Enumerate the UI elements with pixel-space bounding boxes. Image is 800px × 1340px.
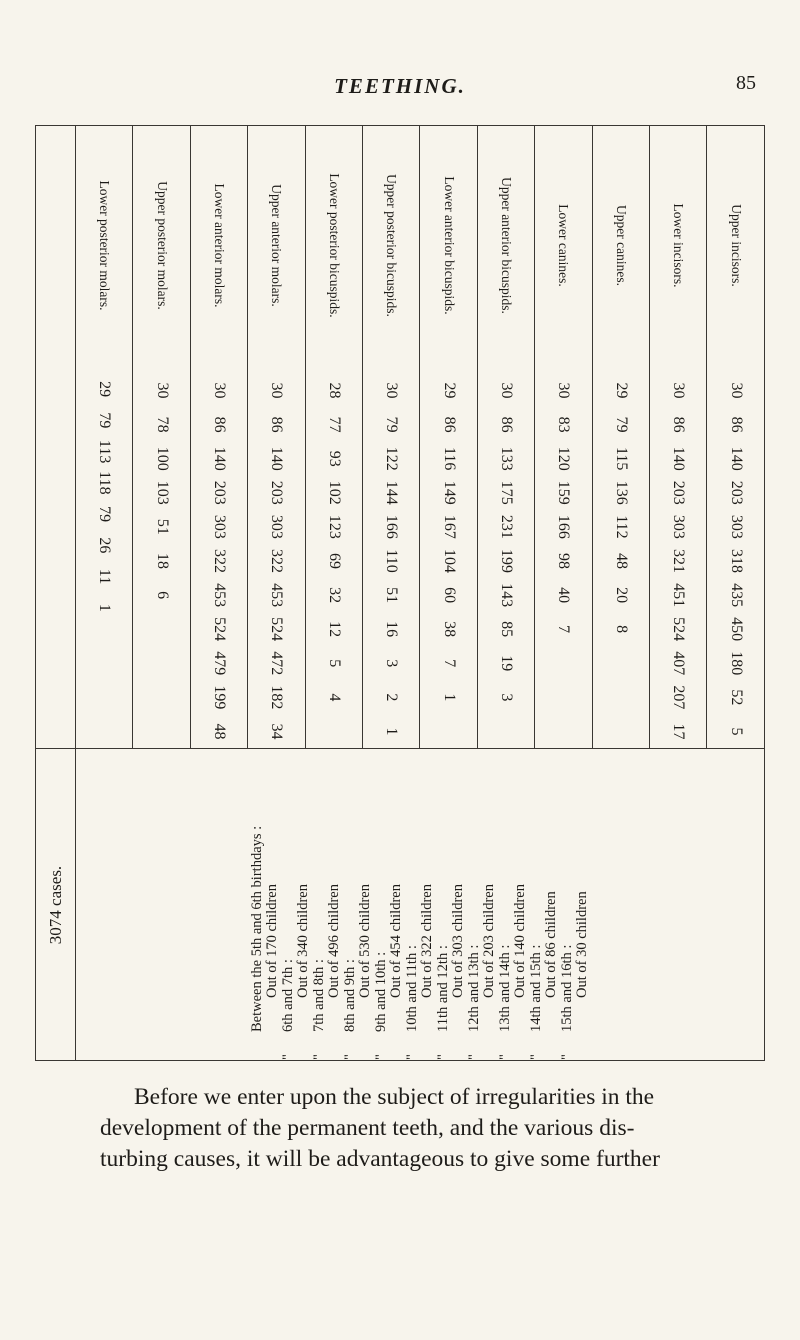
page-number: 85 [736, 72, 756, 94]
count-value: 30 [211, 382, 229, 399]
column-values [191, 374, 247, 749]
count-value: 86 [440, 416, 458, 433]
period-range: Between the 5th and 6th birthdays : [248, 825, 265, 1032]
count-value: 103 [153, 480, 171, 505]
count-value: 231 [498, 514, 516, 539]
count-value: 524 [670, 617, 688, 642]
count-value: 524 [211, 617, 229, 642]
count-value: 86 [670, 416, 688, 433]
count-value: 453 [211, 583, 229, 608]
count-value [478, 714, 534, 748]
period-lines [436, 750, 466, 1032]
column-upper-posterior-molars [133, 126, 190, 749]
count-value: 4 [325, 693, 343, 702]
count-value: 85 [498, 621, 516, 638]
count-value: 451 [670, 583, 688, 608]
count-value: 115 [612, 447, 630, 471]
count-value: 78 [153, 416, 171, 433]
column-lower-posterior-molars [76, 126, 133, 749]
column-header: Lower anterior bicuspids. [442, 176, 458, 315]
eruption-counts-row [36, 126, 765, 749]
period-range: 11th and 12th : [434, 944, 451, 1032]
column-values [650, 374, 706, 749]
count-value: 144 [383, 480, 401, 505]
count-value: 16 [383, 621, 401, 638]
count-value: 318 [727, 548, 745, 573]
ditto-mark: " [310, 1053, 327, 1060]
count-value: 112 [612, 515, 630, 539]
count-value: 30 [670, 382, 688, 399]
count-value: 32 [325, 587, 343, 604]
count-value [535, 646, 591, 680]
children-count: Out of 322 children [418, 883, 435, 998]
period-lines [405, 750, 435, 1032]
count-value: 26 [96, 537, 114, 554]
ditto-mark: " [372, 1053, 389, 1060]
period-range: 12th and 13th : [465, 944, 482, 1032]
rotated-column-content [76, 126, 132, 749]
age-periods-row [36, 749, 765, 1061]
count-value: 203 [268, 480, 286, 505]
rotated-column-content [593, 126, 649, 749]
rotated-column-content [650, 126, 706, 749]
count-value: 116 [440, 447, 458, 471]
count-value: 8 [612, 625, 630, 634]
paragraph-line: Before we enter upon the subject of irregularities in the [134, 1084, 655, 1110]
count-value: 110 [383, 549, 401, 573]
count-value: 182 [268, 685, 286, 710]
period-range: 14th and 15th : [527, 944, 544, 1032]
count-value: 1 [383, 727, 401, 736]
count-value: 102 [325, 480, 343, 505]
age-period [343, 750, 374, 1060]
count-value: 86 [268, 416, 286, 433]
column-upper-anterior-bicuspids [477, 126, 534, 749]
column-upper-posterior-bicuspids [363, 126, 420, 749]
count-value: 303 [727, 514, 745, 539]
count-value: 29 [440, 382, 458, 399]
count-value [134, 612, 190, 646]
column-header: Lower anterior molars. [212, 183, 228, 308]
count-value: 93 [325, 450, 343, 467]
age-period [467, 750, 498, 1060]
column-values [535, 374, 591, 749]
count-value [134, 646, 190, 680]
column-header: Upper posterior bicuspids. [384, 174, 400, 317]
column-header: Lower incisors. [671, 203, 687, 288]
column-values [134, 374, 190, 749]
count-value [76, 655, 132, 686]
count-value: 28 [325, 382, 343, 399]
count-value: 407 [670, 651, 688, 676]
children-count: Out of 170 children [263, 883, 280, 998]
children-count: Out of 303 children [449, 883, 466, 998]
column-upper-canines [592, 126, 649, 749]
count-value: 453 [268, 583, 286, 608]
count-value: 167 [440, 514, 458, 539]
ditto-mark: " [434, 1053, 451, 1060]
count-value: 52 [727, 689, 745, 706]
count-value [593, 714, 649, 748]
count-value: 18 [153, 552, 171, 569]
column-header: Upper anterior molars. [269, 184, 285, 307]
rotated-column-content [708, 126, 764, 749]
count-value [76, 717, 132, 748]
column-lower-anterior-bicuspids [420, 126, 477, 749]
period-lines [560, 750, 590, 1032]
count-value: 5 [325, 659, 343, 668]
age-period [498, 750, 529, 1060]
column-values [708, 374, 764, 749]
period-range: 6th and 7th : [279, 958, 296, 1032]
paragraph-line: development of the permanent teeth, and the various dis- [100, 1115, 635, 1141]
body-paragraph [100, 1082, 760, 1175]
count-value: 120 [555, 446, 573, 471]
count-value: 51 [153, 518, 171, 535]
count-value: 17 [670, 723, 688, 740]
count-value: 1 [440, 693, 458, 702]
count-value: 140 [727, 446, 745, 471]
column-header: Lower canines. [556, 204, 572, 287]
count-value: 7 [555, 625, 573, 634]
rotated-column-content [306, 126, 362, 749]
count-value: 140 [211, 446, 229, 471]
running-title: TEETHING. [334, 74, 466, 98]
column-header: Upper incisors. [729, 204, 745, 287]
count-value: 79 [96, 412, 114, 429]
count-value: 140 [268, 446, 286, 471]
count-value: 450 [727, 617, 745, 642]
count-value: 86 [211, 416, 229, 433]
column-header: Upper posterior molars. [155, 181, 171, 310]
period-range: 7th and 8th : [310, 958, 327, 1032]
count-value: 30 [727, 382, 745, 399]
ditto-mark: " [527, 1053, 544, 1060]
periods-cell [76, 749, 765, 1061]
column-values [478, 374, 534, 749]
count-value: 3 [498, 693, 516, 702]
count-value: 98 [555, 552, 573, 569]
count-value: 133 [498, 446, 516, 471]
count-value: 322 [268, 548, 286, 573]
period-range: 15th and 16th : [558, 944, 575, 1032]
count-value: 118 [96, 471, 114, 495]
count-value [593, 680, 649, 714]
count-value: 86 [498, 416, 516, 433]
count-value: 175 [498, 480, 516, 505]
count-value: 100 [153, 446, 171, 471]
count-value: 203 [670, 480, 688, 505]
count-value: 524 [268, 617, 286, 642]
column-values [248, 374, 304, 749]
column-upper-incisors [707, 126, 765, 749]
count-value: 5 [727, 727, 745, 736]
count-value [134, 680, 190, 714]
count-value: 30 [153, 382, 171, 399]
age-period [560, 750, 591, 1060]
column-values [363, 374, 419, 749]
blank-corner-cell [36, 126, 76, 749]
children-count: Out of 454 children [387, 883, 404, 998]
children-count: Out of 86 children [542, 890, 559, 998]
count-value: 303 [670, 514, 688, 539]
teething-table-container [35, 125, 765, 1060]
count-value: 79 [96, 506, 114, 523]
count-value: 203 [727, 480, 745, 505]
ditto-mark: " [465, 1053, 482, 1060]
count-value: 83 [555, 416, 573, 433]
count-value: 123 [325, 514, 343, 539]
count-value: 166 [555, 514, 573, 539]
column-lower-anterior-molars [190, 126, 247, 749]
age-period [281, 750, 312, 1060]
column-header: Lower posterior bicuspids. [327, 173, 343, 318]
count-value [535, 714, 591, 748]
count-value: 472 [268, 651, 286, 676]
age-period [529, 750, 560, 1060]
children-count: Out of 30 children [573, 890, 590, 998]
count-value: 79 [383, 416, 401, 433]
count-value: 149 [440, 480, 458, 505]
count-value: 136 [612, 480, 630, 505]
count-value: 6 [153, 591, 171, 600]
count-value [593, 646, 649, 680]
period-lines [343, 750, 373, 1032]
count-value: 12 [325, 621, 343, 638]
column-header: Upper canines. [614, 205, 630, 286]
count-value: 11 [96, 568, 114, 585]
count-value [76, 686, 132, 717]
page-header [40, 60, 760, 100]
count-value: 51 [383, 587, 401, 604]
ditto-mark: " [403, 1053, 420, 1060]
count-value: 199 [498, 548, 516, 573]
count-value: 30 [498, 382, 516, 399]
ditto-mark: " [496, 1053, 513, 1060]
count-value: 40 [555, 587, 573, 604]
count-value: 207 [670, 685, 688, 710]
count-value: 321 [670, 548, 688, 573]
count-value: 203 [211, 480, 229, 505]
cases-label: 3074 cases. [45, 865, 65, 944]
column-values [421, 374, 477, 749]
rotated-column-content [363, 126, 419, 749]
rotated-column-content [134, 126, 190, 749]
period-lines [281, 750, 311, 1032]
count-value: 479 [211, 651, 229, 676]
count-value [421, 714, 477, 748]
count-value: 122 [383, 446, 401, 471]
count-value: 143 [498, 583, 516, 608]
count-value: 19 [498, 655, 516, 672]
count-value: 303 [211, 514, 229, 539]
column-upper-anterior-molars [248, 126, 305, 749]
period-range: 9th and 10th : [372, 951, 389, 1032]
rotated-column-content [535, 126, 591, 749]
count-value: 60 [440, 587, 458, 604]
count-value: 166 [383, 514, 401, 539]
count-value: 113 [96, 439, 114, 464]
ditto-mark: " [279, 1053, 296, 1060]
period-lines [498, 750, 528, 1032]
children-count: Out of 530 children [356, 883, 373, 998]
age-period [250, 750, 281, 1060]
rotated-column-content [248, 126, 304, 749]
count-value [76, 624, 132, 655]
column-header: Lower posterior molars. [97, 180, 113, 311]
count-value: 435 [727, 583, 745, 608]
count-value [306, 714, 362, 748]
period-lines [312, 750, 342, 1032]
column-lower-incisors [650, 126, 707, 749]
count-value: 29 [612, 382, 630, 399]
count-value: 7 [440, 659, 458, 668]
period-lines [374, 750, 404, 1032]
count-value: 34 [268, 723, 286, 740]
rotated-column-content [191, 126, 247, 749]
cases-cell [36, 749, 76, 1061]
age-period [436, 750, 467, 1060]
count-value [535, 680, 591, 714]
count-value: 180 [727, 651, 745, 676]
count-value: 2 [383, 693, 401, 702]
count-value: 86 [727, 416, 745, 433]
count-value: 69 [325, 552, 343, 569]
period-lines [467, 750, 497, 1032]
age-period [405, 750, 436, 1060]
count-value: 322 [211, 548, 229, 573]
count-value: 38 [440, 621, 458, 638]
period-range: 8th and 9th : [341, 958, 358, 1032]
count-value: 29 [96, 381, 114, 398]
count-value: 48 [612, 552, 630, 569]
column-lower-canines [535, 126, 592, 749]
count-value: 30 [383, 382, 401, 399]
period-range: 10th and 11th : [403, 944, 420, 1032]
count-value: 104 [440, 548, 458, 573]
period-range: 13th and 14th : [496, 944, 513, 1032]
rotated-column-content [478, 126, 534, 749]
column-values [306, 374, 362, 749]
column-values [593, 374, 649, 749]
column-values [76, 374, 132, 749]
count-value: 303 [268, 514, 286, 539]
column-lower-posterior-bicuspids [305, 126, 362, 749]
count-value: 140 [670, 446, 688, 471]
count-value: 30 [268, 382, 286, 399]
count-value: 79 [612, 416, 630, 433]
rotated-column-content [421, 126, 477, 749]
period-lines [250, 750, 280, 1032]
count-value: 20 [612, 587, 630, 604]
period-lines [529, 750, 559, 1032]
teething-table [35, 125, 765, 1061]
count-value: 48 [211, 723, 229, 740]
children-count: Out of 340 children [294, 883, 311, 998]
age-period [312, 750, 343, 1060]
count-value: 1 [96, 603, 114, 612]
children-count: Out of 496 children [325, 883, 342, 998]
count-value: 77 [325, 416, 343, 433]
children-count: Out of 140 children [511, 883, 528, 998]
ditto-mark: " [558, 1053, 575, 1060]
age-period-list [235, 750, 605, 1060]
count-value: 159 [555, 480, 573, 505]
count-value: 199 [211, 685, 229, 710]
ditto-mark: " [341, 1053, 358, 1060]
paragraph-line: turbing causes, it will be advantageous to give some further [100, 1146, 660, 1172]
children-count: Out of 203 children [480, 883, 497, 998]
column-header: Upper anterior bicuspids. [499, 177, 515, 314]
age-period [374, 750, 405, 1060]
count-value: 30 [555, 382, 573, 399]
count-value [134, 714, 190, 748]
count-value: 3 [383, 659, 401, 668]
